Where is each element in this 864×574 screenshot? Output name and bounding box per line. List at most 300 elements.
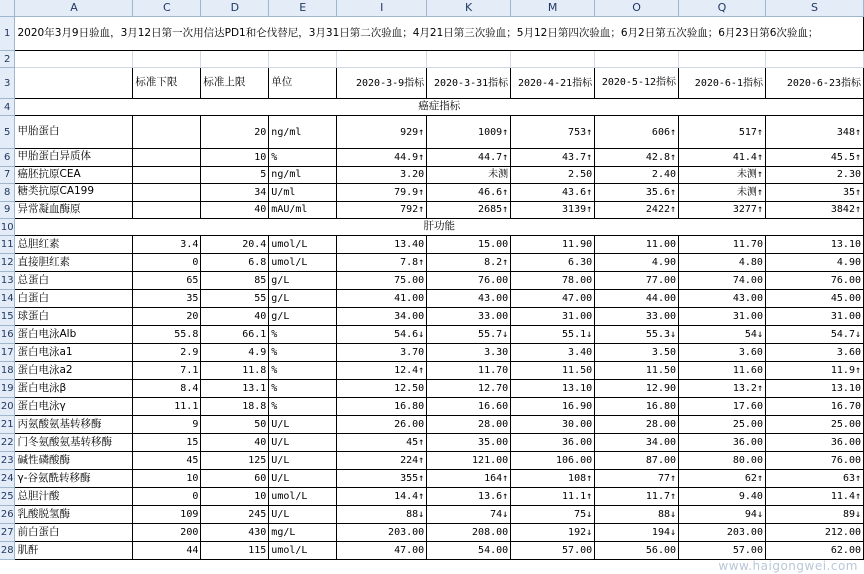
lower-limit[interactable]: 8.4 [133,380,201,398]
row-header[interactable]: 26 [0,506,15,524]
value-cell[interactable]: 4.90 [595,254,679,272]
unit[interactable]: U/L [269,506,337,524]
row-header[interactable]: 28 [0,542,15,560]
value-cell[interactable]: 3.30 [427,344,511,362]
unit[interactable]: umol/L [269,236,337,254]
upper-limit[interactable]: 10 [201,149,269,167]
item-name[interactable]: 总胆汁酸 [15,488,133,506]
value-cell[interactable]: 4.90 [765,254,863,272]
value-cell[interactable]: 2.30 [765,166,863,184]
lower-limit[interactable]: 109 [133,506,201,524]
value-cell[interactable]: 9.40 [679,488,766,506]
value-cell[interactable]: 79.9↑ [337,184,427,202]
column-header-row [0,0,864,17]
row-header[interactable]: 3 [0,68,15,99]
row-header[interactable]: 9 [0,201,15,219]
value-cell[interactable]: 44.7↑ [427,149,511,167]
lower-limit[interactable]: 0 [133,254,201,272]
value-cell[interactable]: 55.1↓ [511,326,595,344]
item-name[interactable]: 糖类抗原CA199 [15,184,133,202]
value-cell[interactable]: 106.00 [511,452,595,470]
value-cell[interactable]: 36.00 [765,434,863,452]
value-cell[interactable]: 80.00 [679,452,766,470]
row-header[interactable]: 21 [0,416,15,434]
unit[interactable]: g/L [269,308,337,326]
row-header[interactable]: 19 [0,380,15,398]
cell[interactable] [133,51,201,68]
table-row [0,542,864,560]
value-cell[interactable]: 43.7↑ [511,149,595,167]
value-cell[interactable]: 28.00 [595,416,679,434]
upper-limit[interactable]: 430 [201,524,269,542]
note-cell[interactable]: 2020年3月9日验血，3月12日第一次用信达PD1和仑伐替尼，3月31日第二次验血；4月21日第三次验血；5月12日第四次验血；6月2日第五次验血；6月23日第6次验血； [15,17,864,51]
column-header-k[interactable]: K [427,0,511,17]
value-cell[interactable]: 13.10 [765,236,863,254]
value-cell[interactable]: 929↑ [337,116,427,149]
column-header-m[interactable]: M [511,0,595,17]
column-header-e[interactable]: E [269,0,337,17]
row-header[interactable]: 18 [0,362,15,380]
value-cell[interactable]: 2685↑ [427,201,511,219]
value-cell[interactable]: 11.7↑ [595,488,679,506]
value-cell[interactable]: 75↓ [511,506,595,524]
row-header[interactable]: 5 [0,116,15,149]
row-header[interactable]: 4 [0,99,15,116]
value-cell[interactable]: 11.50 [511,362,595,380]
value-cell[interactable]: 348↑ [765,116,863,149]
value-cell[interactable]: 35.6↑ [595,184,679,202]
lower-limit[interactable]: 9 [133,416,201,434]
row-header[interactable]: 23 [0,452,15,470]
value-cell[interactable]: 77.00 [595,272,679,290]
lower-limit[interactable] [133,184,201,202]
value-cell[interactable]: 3277↑ [679,201,766,219]
value-cell[interactable]: 47.00 [511,290,595,308]
unit[interactable]: ng/ml [269,116,337,149]
value-cell[interactable]: 34.00 [337,308,427,326]
upper-limit[interactable]: 40 [201,308,269,326]
value-cell[interactable]: 未测 [427,166,511,184]
lower-limit[interactable]: 15 [133,434,201,452]
column-header-o[interactable]: O [595,0,679,17]
lower-limit[interactable]: 20 [133,308,201,326]
unit[interactable]: mg/L [269,524,337,542]
value-cell[interactable]: 62.00 [765,542,863,560]
lower-limit[interactable]: 35 [133,290,201,308]
upper-limit[interactable]: 18.8 [201,398,269,416]
value-cell[interactable]: 45.00 [765,290,863,308]
value-cell[interactable]: 26.00 [337,416,427,434]
item-name[interactable]: 直接胆红素 [15,254,133,272]
unit[interactable]: % [269,380,337,398]
row-header[interactable]: 22 [0,434,15,452]
section-row-cancer [0,99,864,116]
value-cell[interactable]: 4.80 [679,254,766,272]
value-cell[interactable]: 62↑ [679,470,766,488]
value-cell[interactable]: 11.60 [679,362,766,380]
value-cell[interactable]: 194↓ [595,524,679,542]
item-name[interactable]: 丙氨酸氨基转移酶 [15,416,133,434]
section-title-cancer[interactable]: 癌症指标 [15,99,864,116]
cell[interactable] [427,51,511,68]
unit[interactable]: g/L [269,290,337,308]
upper-limit[interactable]: 5 [201,166,269,184]
lower-limit[interactable] [133,116,201,149]
value-cell[interactable]: 44.00 [595,290,679,308]
lower-limit[interactable]: 65 [133,272,201,290]
unit[interactable]: % [269,362,337,380]
value-cell[interactable]: 2422↑ [595,201,679,219]
item-name[interactable]: 甲胎蛋白 [15,116,133,149]
upper-limit[interactable]: 115 [201,542,269,560]
value-cell[interactable]: 12.50 [337,380,427,398]
value-cell[interactable]: 41.00 [337,290,427,308]
value-cell[interactable]: 28.00 [427,416,511,434]
value-cell[interactable]: 55.7↓ [427,326,511,344]
item-name[interactable]: 蛋白电泳a2 [15,362,133,380]
value-cell[interactable]: 3139↑ [511,201,595,219]
value-cell[interactable]: 11.4↑ [765,488,863,506]
lower-limit[interactable]: 3.4 [133,236,201,254]
value-cell[interactable]: 355↑ [337,470,427,488]
unit[interactable]: U/L [269,470,337,488]
column-header-a[interactable]: A [15,0,133,17]
table-row [0,272,864,290]
value-cell[interactable]: 74↓ [427,506,511,524]
item-name[interactable]: 蛋白电泳a1 [15,344,133,362]
table-row [0,201,864,219]
value-cell[interactable]: 76.00 [765,452,863,470]
value-cell[interactable]: 54.6↓ [337,326,427,344]
value-cell[interactable]: 54↓ [679,326,766,344]
header-upper[interactable]: 标准上限 [201,68,269,99]
unit[interactable]: % [269,149,337,167]
value-cell[interactable]: 11.90 [511,236,595,254]
cell[interactable] [15,68,133,99]
value-cell[interactable]: 25.00 [765,416,863,434]
lower-limit[interactable]: 44 [133,542,201,560]
item-name[interactable]: 总蛋白 [15,272,133,290]
lower-limit[interactable] [133,166,201,184]
value-cell[interactable]: 35.00 [427,434,511,452]
header-date-4[interactable]: 2020-5-12指标 [595,68,679,99]
select-all-corner[interactable] [0,0,15,17]
header-date-5[interactable]: 2020-6-1指标 [679,68,766,99]
value-cell[interactable]: 606↑ [595,116,679,149]
value-cell[interactable]: 11.00 [595,236,679,254]
value-cell[interactable]: 54.7↓ [765,326,863,344]
value-cell[interactable]: 54.00 [427,542,511,560]
item-name[interactable]: 前白蛋白 [15,524,133,542]
row-header[interactable]: 16 [0,326,15,344]
upper-limit[interactable]: 66.1 [201,326,269,344]
value-cell[interactable]: 47.00 [337,542,427,560]
value-cell[interactable]: 192↓ [511,524,595,542]
value-cell[interactable]: 42.8↑ [595,149,679,167]
value-cell[interactable]: 78.00 [511,272,595,290]
value-cell[interactable]: 208.00 [427,524,511,542]
upper-limit[interactable]: 4.9 [201,344,269,362]
lower-limit[interactable]: 7.1 [133,362,201,380]
value-cell[interactable]: 12.90 [595,380,679,398]
value-cell[interactable]: 33.00 [427,308,511,326]
row-header[interactable]: 17 [0,344,15,362]
upper-limit[interactable]: 85 [201,272,269,290]
row-header[interactable]: 1 [0,17,15,51]
upper-limit[interactable]: 245 [201,506,269,524]
lower-limit[interactable]: 10 [133,470,201,488]
value-cell[interactable]: 753↑ [511,116,595,149]
row-header[interactable]: 11 [0,236,15,254]
value-cell[interactable]: 1009↑ [427,116,511,149]
upper-limit[interactable]: 55 [201,290,269,308]
unit[interactable]: umol/L [269,542,337,560]
value-cell[interactable]: 108↑ [511,470,595,488]
upper-limit[interactable]: 60 [201,470,269,488]
value-cell[interactable]: 77↑ [595,470,679,488]
value-cell[interactable]: 15.00 [427,236,511,254]
item-name[interactable]: 癌胚抗原CEA [15,166,133,184]
row-header[interactable]: 10 [0,219,15,236]
header-unit[interactable]: 单位 [269,68,337,99]
value-cell[interactable]: 43.00 [427,290,511,308]
row-header[interactable]: 25 [0,488,15,506]
value-cell[interactable]: 43.6↑ [511,184,595,202]
value-cell[interactable]: 3.70 [337,344,427,362]
value-cell[interactable]: 13.2↑ [679,380,766,398]
upper-limit[interactable]: 20.4 [201,236,269,254]
unit[interactable]: umol/L [269,254,337,272]
lower-limit[interactable] [133,149,201,167]
value-cell[interactable]: 212.00 [765,524,863,542]
value-cell[interactable]: 3842↑ [765,201,863,219]
value-cell[interactable]: 31.00 [511,308,595,326]
value-cell[interactable]: 13.10 [511,380,595,398]
upper-limit[interactable]: 40 [201,201,269,219]
unit[interactable]: ng/ml [269,166,337,184]
lower-limit[interactable]: 45 [133,452,201,470]
blank-row [0,51,864,68]
upper-limit[interactable]: 13.1 [201,380,269,398]
unit[interactable]: U/L [269,452,337,470]
value-cell[interactable]: 41.4↑ [679,149,766,167]
cell[interactable] [269,51,337,68]
value-cell[interactable]: 12.4↑ [337,362,427,380]
value-cell[interactable]: 121.00 [427,452,511,470]
value-cell[interactable]: 11.50 [595,362,679,380]
cell[interactable] [201,51,269,68]
value-cell[interactable]: 76.00 [427,272,511,290]
item-name[interactable]: 蛋白电泳γ [15,398,133,416]
item-name[interactable]: 甲胎蛋白异质体 [15,149,133,167]
item-name[interactable]: 碱性磷酸酶 [15,452,133,470]
lower-limit[interactable] [133,201,201,219]
value-cell[interactable]: 14.4↑ [337,488,427,506]
upper-limit[interactable]: 20 [201,116,269,149]
value-cell[interactable]: 3.40 [511,344,595,362]
row-header[interactable]: 15 [0,308,15,326]
row-header[interactable]: 13 [0,272,15,290]
item-name[interactable]: 肌酐 [15,542,133,560]
value-cell[interactable]: 46.6↑ [427,184,511,202]
value-cell[interactable]: 16.80 [595,398,679,416]
table-row [0,362,864,380]
value-cell[interactable]: 8.2↑ [427,254,511,272]
cell[interactable] [337,51,427,68]
value-cell[interactable]: 11.70 [679,236,766,254]
upper-limit[interactable]: 50 [201,416,269,434]
upper-limit[interactable]: 125 [201,452,269,470]
header-date-3[interactable]: 2020-4-21指标 [511,68,595,99]
value-cell[interactable]: 74.00 [679,272,766,290]
value-cell[interactable]: 3.60 [679,344,766,362]
header-date-2[interactable]: 2020-3-31指标 [427,68,511,99]
value-cell[interactable]: 44.9↑ [337,149,427,167]
upper-limit[interactable]: 11.8 [201,362,269,380]
unit[interactable]: mAU/ml [269,201,337,219]
value-cell[interactable]: 31.00 [765,308,863,326]
column-header-q[interactable]: Q [679,0,766,17]
cell[interactable] [765,51,863,68]
row-header[interactable]: 8 [0,184,15,202]
value-cell[interactable]: 25.00 [679,416,766,434]
value-cell[interactable]: 57.00 [679,542,766,560]
header-date-1[interactable]: 2020-3-9指标 [337,68,427,99]
lower-limit[interactable]: 11.1 [133,398,201,416]
value-cell[interactable]: 11.9↑ [765,362,863,380]
row-header[interactable]: 12 [0,254,15,272]
header-date-6[interactable]: 2020-6-23指标 [765,68,863,99]
section-title-liver[interactable]: 肝功能 [15,219,864,236]
value-cell[interactable]: 17.60 [679,398,766,416]
lower-limit[interactable]: 2.9 [133,344,201,362]
value-cell[interactable]: 未测↑ [679,166,766,184]
value-cell[interactable]: 16.60 [427,398,511,416]
value-cell[interactable]: 87.00 [595,452,679,470]
lower-limit[interactable]: 200 [133,524,201,542]
unit[interactable]: % [269,326,337,344]
item-name[interactable]: 白蛋白 [15,290,133,308]
value-cell[interactable]: 203.00 [337,524,427,542]
row-header[interactable]: 6 [0,149,15,167]
row-header[interactable]: 2 [0,51,15,68]
column-header-d[interactable]: D [201,0,269,17]
item-name[interactable]: γ-谷氨酰转移酶 [15,470,133,488]
value-cell[interactable]: 63↑ [765,470,863,488]
value-cell[interactable]: 75.00 [337,272,427,290]
lower-limit[interactable]: 0 [133,488,201,506]
cell[interactable] [679,51,766,68]
upper-limit[interactable]: 6.8 [201,254,269,272]
value-cell[interactable]: 30.00 [511,416,595,434]
value-cell[interactable]: 34.00 [595,434,679,452]
item-name[interactable]: 蛋白电泳Alb [15,326,133,344]
column-header-s[interactable]: S [765,0,863,17]
upper-limit[interactable]: 10 [201,488,269,506]
item-name[interactable]: 乳酸脱氢酶 [15,506,133,524]
value-cell[interactable]: 33.00 [595,308,679,326]
value-cell[interactable]: 13.10 [765,380,863,398]
value-cell[interactable]: 45↑ [337,434,427,452]
value-cell[interactable]: 36.00 [511,434,595,452]
row-header[interactable]: 7 [0,166,15,184]
cell[interactable] [15,51,133,68]
unit[interactable]: U/L [269,416,337,434]
column-header-i[interactable]: I [337,0,427,17]
unit[interactable]: U/L [269,434,337,452]
table-row [0,308,864,326]
value-cell[interactable]: 3.50 [595,344,679,362]
value-cell[interactable]: 16.70 [765,398,863,416]
row-header[interactable]: 27 [0,524,15,542]
value-cell[interactable]: 7.8↑ [337,254,427,272]
value-cell[interactable]: 16.80 [337,398,427,416]
value-cell[interactable]: 89↓ [765,506,863,524]
value-cell[interactable]: 13.40 [337,236,427,254]
unit[interactable]: U/ml [269,184,337,202]
value-cell[interactable]: 2.40 [595,166,679,184]
item-name[interactable]: 异常凝血酶原 [15,201,133,219]
value-cell[interactable]: 45.5↑ [765,149,863,167]
value-cell[interactable]: 88↓ [337,506,427,524]
header-lower[interactable]: 标准下限 [133,68,201,99]
row-header[interactable]: 14 [0,290,15,308]
item-name[interactable]: 球蛋白 [15,308,133,326]
value-cell[interactable]: 31.00 [679,308,766,326]
cell[interactable] [511,51,595,68]
value-cell[interactable]: 94↓ [679,506,766,524]
value-cell[interactable]: 55.3↓ [595,326,679,344]
column-header-c[interactable]: C [133,0,201,17]
upper-limit[interactable]: 40 [201,434,269,452]
value-cell[interactable]: 164↑ [427,470,511,488]
value-cell[interactable]: 11.1↑ [511,488,595,506]
value-cell[interactable]: 3.60 [765,344,863,362]
value-cell[interactable]: 35↑ [765,184,863,202]
value-cell[interactable]: 517↑ [679,116,766,149]
value-cell[interactable]: 224↑ [337,452,427,470]
row-header[interactable]: 24 [0,470,15,488]
value-cell[interactable]: 12.70 [427,380,511,398]
value-cell[interactable]: 13.6↑ [427,488,511,506]
value-cell[interactable]: 16.90 [511,398,595,416]
value-cell[interactable]: 未测↑ [679,184,766,202]
value-cell[interactable]: 88↓ [595,506,679,524]
unit[interactable]: umol/L [269,488,337,506]
value-cell[interactable]: 3.20 [337,166,427,184]
lower-limit[interactable]: 55.8 [133,326,201,344]
value-cell[interactable]: 2.50 [511,166,595,184]
upper-limit[interactable]: 34 [201,184,269,202]
unit[interactable]: % [269,398,337,416]
value-cell[interactable]: 76.00 [765,272,863,290]
value-cell[interactable]: 56.00 [595,542,679,560]
unit[interactable]: % [269,344,337,362]
item-name[interactable]: 蛋白电泳β [15,380,133,398]
cell[interactable] [595,51,679,68]
value-cell[interactable]: 43.00 [679,290,766,308]
unit[interactable]: g/L [269,272,337,290]
item-name[interactable]: 门冬氨酸氨基转移酶 [15,434,133,452]
value-cell[interactable]: 6.30 [511,254,595,272]
value-cell[interactable]: 203.00 [679,524,766,542]
value-cell[interactable]: 792↑ [337,201,427,219]
value-cell[interactable]: 36.00 [679,434,766,452]
row-header[interactable]: 20 [0,398,15,416]
value-cell[interactable]: 57.00 [511,542,595,560]
item-name[interactable]: 总胆红素 [15,236,133,254]
value-cell[interactable]: 11.70 [427,362,511,380]
